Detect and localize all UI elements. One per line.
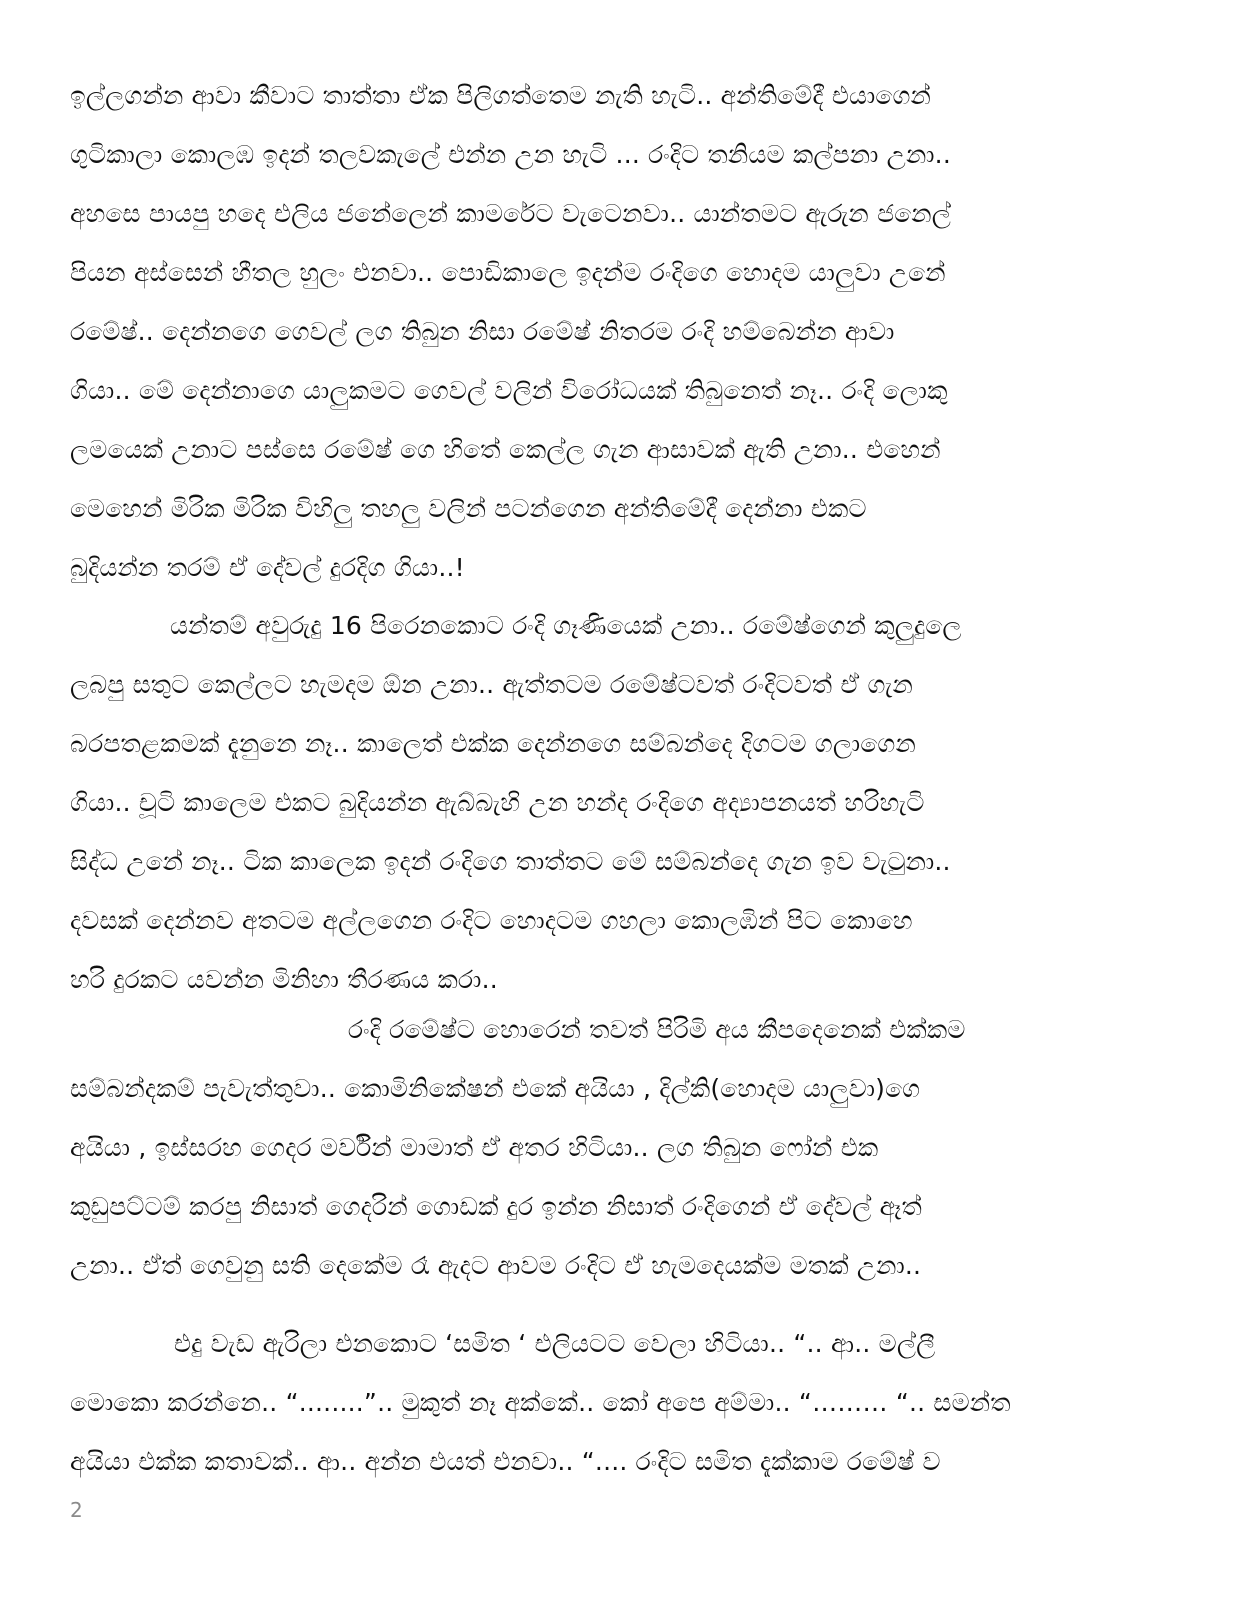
paragraph-2 bbox=[70, 596, 1180, 1009]
text-line: යන්තම් අවුරුදු 16 පිරෙනකොට රංදි ගෑණියෙක් උනා.. රමේෂ්ගෙන් කුලුදුලෙ bbox=[170, 611, 962, 640]
text-line: අයියා එක්ක කතාවක්.. ආ.. අන්න එයත් එනවා.. “.... රංදිට සමිත දැක්කාම රමේෂ් ව bbox=[70, 1447, 941, 1476]
text-line: මෙහෙන් මිරික මිරික විහිලු තහලු වලින් පටන්ගෙන අන්තිමේදී දෙන්නා එකට bbox=[70, 494, 867, 523]
text-line: එදු වැඩ ඇරිලා එනකොට ‘සමිත ‘ එලියටට වෙලා හිටියා.. “.. ආ.. මල්ලී bbox=[174, 1329, 936, 1358]
text-line: ගුටිකාලා කොලඹ ඉදන් තලවකැලේ එන්න උන හැටි ... රංදිට තනියම කල්පනා උනා.. bbox=[70, 140, 951, 169]
text-line: ලමයෙක් උනාට පස්සෙ රමේෂ් ගෙ හිතේ කෙල්ල ගැන ආසාවක් ඇති උනා.. එහෙන් bbox=[70, 435, 941, 464]
text-line: උනා.. ඒත් ගෙවුනු සති දෙකේම රෑ ඇදට ආවම රංදිට ඒ හැමදෙයක්ම මතක් උනා.. bbox=[70, 1251, 922, 1280]
text-line: දවසක් දෙන්නව අතටම අල්ලගෙන රංදිට හොදටම ගහලා කොලඹින් පිට කොහෙ bbox=[70, 906, 913, 935]
text-line: රමේෂ්.. දෙන්නගෙ ගෙවල් ලග තිබුන නිසා රමේෂ් නිතරම රංදි හම්බෙන්න ආවා bbox=[70, 317, 895, 346]
text-line: අහසෙ පායපු හදෙ එලිය ජනේලෙන් කාමරේට වැටෙනවා.. යාන්තමට ඇරුන ජනෙල් bbox=[70, 199, 951, 228]
text-line: කුඩුපට්ටම් කරපු නිසාත් ගෙදරින් ගොඩක් දුර ඉන්න නිසාත් රංදිගෙන් ඒ දේවල් ඈත් bbox=[70, 1192, 922, 1221]
text-line: සම්බන්දකම් පැවැත්තුවා.. කොමිනිකේෂන් එකේ අයියා , දිල්කි(හොදම යාලුවා)ගෙ bbox=[70, 1074, 921, 1103]
text-line: ඉල්ලගන්න ආවා කීවාට තාත්තා ඒක පිලිගත්තෙම නැති හැටි.. අන්තිමේදී එයාගෙන් bbox=[70, 81, 932, 110]
text-line: අයියා , ඉස්සරහ ගෙදර මර්වින් මාමාත් ඒ අතර හිටියා.. ලග තිබුන ෆෝන් එක bbox=[70, 1133, 879, 1162]
text-line: පියන අස්සෙන් හීතල හුලං එනවා.. පොඩිකාලෙ ඉදන්ම රංදිගෙ හොදම යාලුවා උනේ bbox=[70, 258, 946, 287]
text-line: හරි දුරකට යවන්න මිනිහා තීරණය කරා.. bbox=[70, 965, 498, 994]
page-number: 2 bbox=[70, 1498, 83, 1522]
paragraph-3 bbox=[70, 1000, 1180, 1295]
text-line: ලබපු සතුට කෙල්ලට හැමදම ඕන උනා.. ඇත්තටම රමේෂ්ටවත් රංදිටවත් ඒ ගැන bbox=[70, 670, 913, 699]
text-line: මොකො කරන්නෙ.. “........”.. මුකුත් නෑ අක්කේ.. කෝ අපෙ අම්මා.. “……… “.. සමන්ත bbox=[70, 1388, 1011, 1417]
text-line: සිද්ධ උනේ නෑ.. ටික කාලෙක ඉදන් රංදිගෙ තාත්තට මේ සම්බන්දෙ ගැන ඉව වැටුනා.. bbox=[70, 847, 951, 876]
text-line: ගියා.. චූටි කාලෙම එකට බුදියන්න ඇබ්බැහි උන හන්ද රංදිගෙ අද්‍යාපනයත් හරිහැටි bbox=[70, 788, 925, 817]
text-line: රංදි රමේෂ්ට හොරෙන් තවත් පිරිමි අය කීපදෙනෙක් එක්කම bbox=[348, 1015, 966, 1044]
paragraph-1 bbox=[70, 66, 1180, 597]
text-line: බරපතළකමක් දැනුනෙ නෑ.. කාලෙත් එක්ක දෙන්නගෙ සම්බන්දෙ දිගටම ගලාගෙන bbox=[70, 729, 916, 758]
text-line: බුදියන්න තරම් ඒ දේවල් දුරදිග ගියා..! bbox=[70, 553, 465, 582]
paragraph-4 bbox=[70, 1314, 1180, 1491]
text-line: ගියා.. මේ දෙන්නාගෙ යාලුකමට ගෙවල් වලින් විරෝධයක් තිබුනෙත් නෑ.. රංදි ලොකු bbox=[70, 376, 948, 405]
